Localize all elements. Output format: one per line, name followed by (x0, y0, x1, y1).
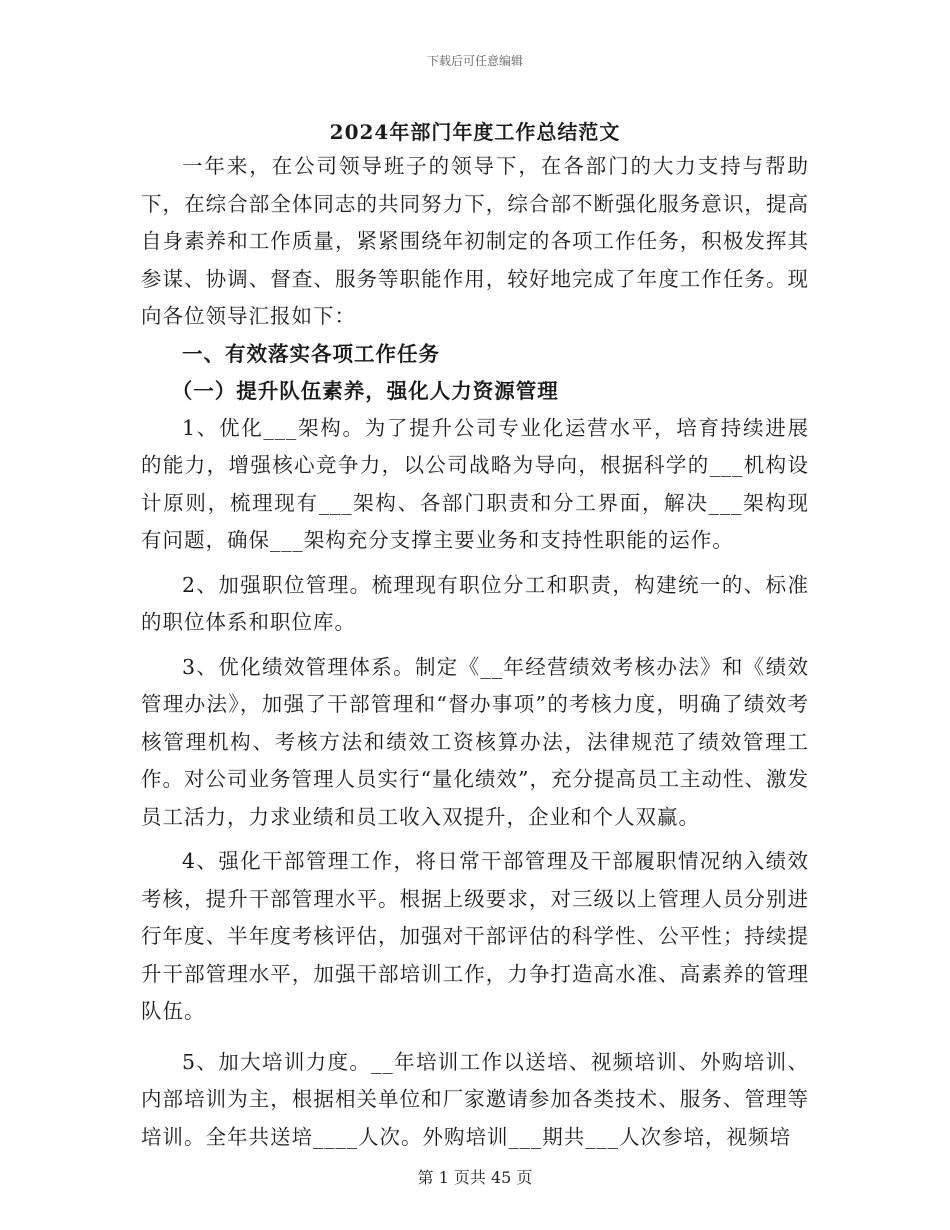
list-item-4: 4、强化干部管理工作，将日常干部管理及干部履职情况纳入绩效考核，提升干部管理水平。根据上级要求，对三级以上管理人员分别进行年度、半年度考核评估，加强对干部评估的科学性、公平性；持续提升干部管理水平，加强干部培训工作，力争打造高水准、高素养的管理队伍。 (141, 849, 809, 1023)
section-heading: 一、有效落实各项工作任务 (182, 341, 440, 366)
list-item-2: 2、加强职位管理。梳理现有职位分工和职责，构建统一的、标准的职位体系和职位库。 (141, 572, 809, 634)
list-item-5: 5、加大培训力度。__年培训工作以送培、视频培训、外购培训、内部培训为主，根据相关单位和厂家邀请参加各类技术、服务、管理等培训。全年共送培____人次。外购培训___期共___人次参培，视频培 (141, 1049, 809, 1149)
subsection-heading: （一）提升队伍素养，强化人力资源管理 (171, 378, 559, 403)
page-number: 第 1 页共 45 页 (417, 1168, 533, 1187)
list-item-1: 1、优化___架构。为了提升公司专业化运营水平，培育持续进展的能力，增强核心竞争力，以公司战略为导向，根据科学的___机构设计原则，梳理现有___架构、各部门职责和分工界面，解决___架构现有问题，确保___架构充分支撑主要业务和支持性职能的运作。 (141, 415, 809, 552)
document-body (141, 148, 809, 1156)
document-title: 2024年部门年度工作总结范文 (329, 120, 621, 144)
page-header: 下载后可任意编辑 (426, 54, 523, 68)
intro-paragraph: 一年来，在公司领导班子的领导下，在各部门的大力支持与帮助下，在综合部全体同志的共同努力下，综合部不断强化服务意识，提高自身素养和工作质量，紧紧围绕年初制定的各项工作任务，积极发挥其参谋、协调、督查、服务等职能作用，较好地完成了年度工作任务。现向各位领导汇报如下： (141, 154, 809, 328)
list-item-3: 3、优化绩效管理体系。制定《__年经营绩效考核办法》和《绩效管理办法》，加强了干部管理和“督办事项”的考核力度，明确了绩效考核管理机构、考核方法和绩效工资核算办法，法律规范了绩效管理工作。对公司业务管理人员实行“量化绩效”，充分提高员工主动性、激发员工活力，力求业绩和员工收入双提升，企业和个人双赢。 (141, 654, 809, 829)
